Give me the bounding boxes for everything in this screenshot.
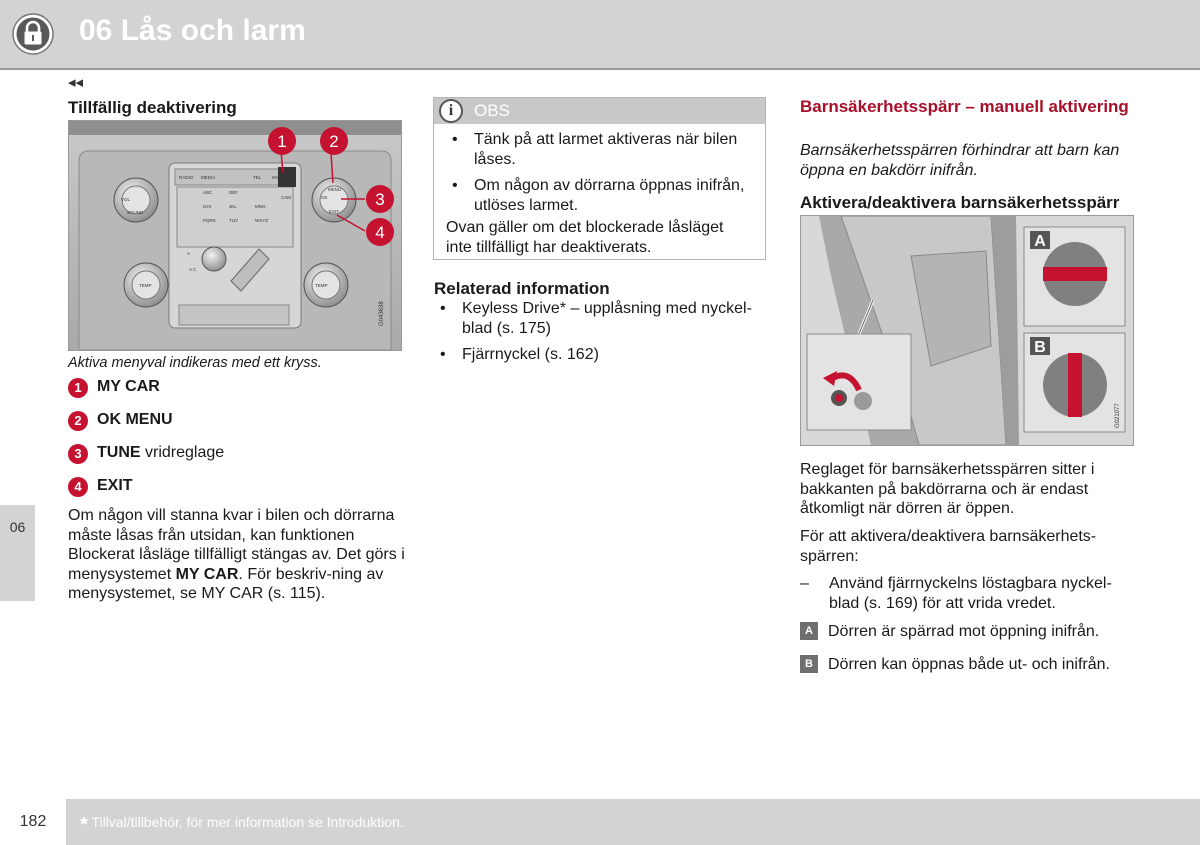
option-item	[800, 655, 1140, 675]
dash-symbol: –	[800, 575, 809, 592]
note-item: • Tänk på att larmet aktiveras när bilen låses.	[446, 130, 755, 169]
chapter-title: 06 Lås och larm	[79, 14, 306, 47]
body-paragraph	[68, 506, 406, 604]
callout-item	[68, 410, 398, 431]
control-panel-illustration	[68, 120, 402, 351]
panel-label-temp-right: TEMP	[315, 283, 328, 288]
panel-key: WXYZ	[255, 218, 268, 223]
panel-label-mycar: MY CAR	[272, 175, 290, 180]
callout-item	[68, 443, 398, 464]
page-number: 182	[0, 799, 66, 845]
note-box	[433, 97, 766, 260]
footer-note-text: Tillval/tillbehör, för mer information se Introduktion.	[91, 814, 404, 830]
body-paragraph: För att aktivera/deaktivera barnsäkerhets-spärren:	[800, 528, 1097, 565]
note-item: • Om någon av dörrarna öppnas inifrån, utlöses larmet.	[446, 176, 755, 215]
related-list	[434, 299, 764, 372]
section-heading-red: Barnsäkerhetsspärr – manuell aktivering	[800, 97, 1129, 116]
footer-note	[80, 814, 404, 837]
callout-marker-3: 3	[375, 190, 385, 209]
control-panel-svg	[69, 121, 401, 350]
info-icon: i	[439, 99, 463, 123]
child-lock-svg	[801, 216, 1133, 445]
option-item	[800, 622, 1140, 642]
panel-label-menu: MENU	[328, 187, 342, 192]
callout-number: 3	[68, 444, 88, 464]
note-text: Ovan gäller om det blockerade låsläget inte tillfälligt har deaktiverats.	[446, 219, 724, 256]
note-title: OBS	[474, 101, 510, 120]
related-link[interactable]: • Keyless Drive* – upplåsning med nyckel-blad (s. 175)	[434, 299, 764, 338]
panel-label-tel: TEL	[253, 175, 262, 180]
lock-icon	[12, 13, 54, 55]
panel-key: TUV	[229, 218, 238, 223]
image-caption: Aktiva menyval indikeras med ett kryss.	[68, 355, 322, 371]
panel-key: DEF	[229, 190, 238, 195]
callout-description: vridreglage	[140, 444, 225, 461]
panel-a-label: A	[1034, 233, 1046, 250]
callout-marker-2: 2	[329, 132, 339, 151]
panel-label-ok: OK	[321, 195, 328, 200]
paragraph-text-end: . För beskriv-ning av menysystemet, se MY CAR (s. 115).	[68, 565, 384, 602]
callout-number: 2	[68, 411, 88, 431]
image-code: G021077	[1115, 403, 1121, 428]
option-key-badge: A	[800, 622, 818, 640]
callout-list	[68, 377, 398, 509]
note-header	[434, 98, 765, 124]
option-list	[800, 622, 1140, 688]
dash-item-text: Använd fjärrnyckelns löstagbara nyckel-blad (s. 169) för att vrida vredet.	[829, 575, 1112, 612]
panel-key: MNO	[255, 204, 266, 209]
callout-item	[68, 476, 398, 497]
callout-label: TUNE	[97, 444, 141, 461]
panel-label-a: A	[187, 251, 191, 256]
callout-label: OK MENU	[97, 411, 173, 428]
callout-label: EXIT	[97, 477, 133, 494]
panel-b-label: B	[1034, 339, 1046, 356]
callout-marker-1: 1	[277, 132, 287, 151]
panel-label-exit: EXIT	[329, 209, 340, 214]
panel-key: ABC	[203, 190, 213, 195]
child-lock-illustration	[800, 215, 1134, 446]
option-text: Dörren kan öppnas både ut- och inifrån.	[828, 656, 1110, 673]
dash-list-item	[800, 574, 1130, 613]
chapter-side-tab[interactable]	[0, 505, 35, 601]
option-key-badge: B	[800, 655, 818, 673]
asterisk-symbol: *	[80, 814, 88, 836]
panel-key: GHI	[203, 204, 212, 209]
option-text: Dörren är spärrad mot öppning inifrån.	[828, 623, 1100, 640]
header-divider	[0, 68, 1200, 70]
panel-label-radio: RADIO	[179, 175, 194, 180]
related-heading: Relaterad information	[434, 279, 610, 298]
image-code: G043638	[379, 301, 385, 326]
callout-item	[68, 377, 398, 398]
section-heading: Tillfällig deaktivering	[68, 98, 237, 117]
callout-label: MY CAR	[97, 378, 160, 395]
panel-key: PQRS	[203, 218, 216, 223]
panel-label-cam: CAM	[281, 195, 291, 200]
body-paragraph: Reglaget för barnsäkerhetsspärren sitter i bakkanten på bakdörrarna och är endast åtkomligt när dörren är öppen.	[800, 461, 1095, 517]
section-intro: Barnsäkerhetsspärren förhindrar att barn kan öppna en bakdörr inifrån.	[800, 142, 1120, 179]
side-tab-label: 06	[9, 519, 26, 535]
panel-label-temp-left: TEMP	[139, 283, 152, 288]
callout-number: 1	[68, 378, 88, 398]
panel-label-vol: VOL	[121, 197, 131, 202]
subsection-heading: Aktivera/deaktivera barnsäkerhetsspärr	[800, 193, 1120, 212]
note-list	[434, 124, 765, 215]
page-footer	[0, 799, 1200, 845]
panel-label-ac: A C	[189, 267, 197, 272]
paragraph-text: Om någon vill stanna kvar i bilen och dörrarna måste låsas från utsidan, kan funktionen Blockerat låsläge tillfälligt stängas av. Det görs i menysystemet	[68, 507, 405, 583]
callout-number: 4	[68, 477, 88, 497]
callout-marker-4: 4	[375, 223, 385, 242]
panel-label-sound: SOUND	[127, 210, 144, 215]
related-link[interactable]: • Fjärrnyckel (s. 162)	[434, 345, 764, 365]
chapter-header	[0, 0, 1200, 68]
back-arrows-icon[interactable]: ◂◂	[68, 74, 84, 91]
panel-key: JKL	[229, 204, 237, 209]
menu-reference: MY CAR	[175, 565, 239, 583]
panel-label-media: MEDIA	[201, 175, 216, 180]
